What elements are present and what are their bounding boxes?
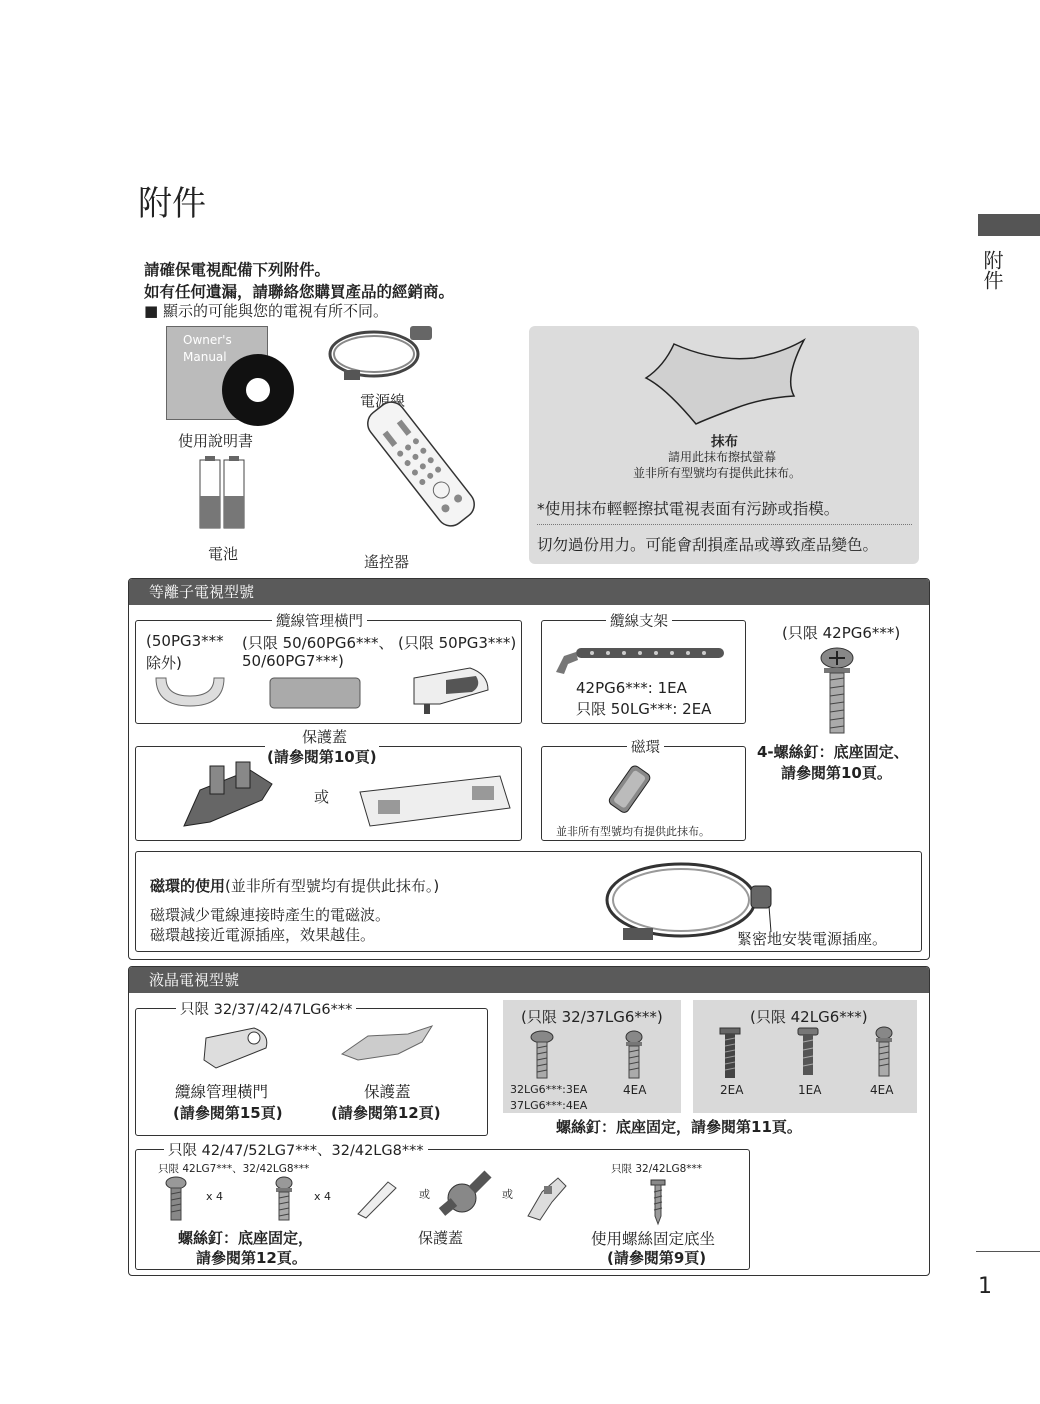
lcd-screw-d-image (796, 1026, 820, 1080)
cable-col3-line1: (只限 50PG3***) (398, 634, 517, 652)
cloth-note-divider (537, 524, 912, 525)
lcd-cable-holder-label-1: 纜線管理橫門 (175, 1083, 269, 1101)
cloth-note-2: 切勿過份用力。可能會刮損產品或導致產品變色。 (537, 536, 879, 554)
plasma-screw-title: (只限 42PG6***) (782, 624, 901, 642)
core-usage-line-1: 磁環減少電線連接時產生的電磁波。 (150, 906, 391, 924)
lcd-lg8-stand-label-2: (請參閱第9頁) (607, 1249, 707, 1267)
lcd-lg7-screw-b-image (272, 1176, 296, 1222)
lcd-cable-holder-label-2: (請參閱第15頁) (173, 1104, 283, 1122)
lcd-screws-32-37-title: (只限 32/37LG6***) (521, 1008, 663, 1026)
lcd-lg8-only-label: 只限 32/42LG8*** (611, 1163, 703, 1175)
cloth-desc-1: 請用此抹布擦拭螢幕 (668, 450, 777, 464)
lcd-lg7-lg8-title: 只限 42/47/52LG7***、32/42LG8*** (164, 1139, 428, 1160)
power-cord-image (326, 318, 446, 388)
lcd-screw-a-qty-32: 32LG6***:3EA (510, 1083, 588, 1096)
lcd-cover-label-2: (請參閱第12頁) (331, 1104, 441, 1122)
ferrite-core-note: 並非所有型號均有提供此抹布。 (556, 825, 710, 838)
core-install-note: 緊密地安裝電源插座。 (737, 930, 888, 948)
lcd-protective-cover-image (338, 1024, 434, 1064)
footer-rule (976, 1251, 1040, 1252)
intro-line-2: 如有任何遺漏，請聯絡您購買產品的經銷商。 (144, 283, 455, 301)
batteries-label: 電池 (208, 545, 239, 563)
lcd-screw-e-image (872, 1026, 896, 1080)
cable-bracket-image (552, 642, 728, 676)
cleaning-cloth-image (644, 338, 814, 426)
intro-line-3: ■ 顯示的可能與您的電視有所不同。 (144, 302, 388, 320)
lcd-screw-b-image (622, 1030, 646, 1080)
core-usage-line-2: 磁環越接近電源插座，效果越佳。 (150, 926, 376, 944)
lcd-cover-label-1: 保護蓋 (364, 1083, 411, 1101)
lcd-lg8-stand-label-1: 使用螺絲固定底坐 (591, 1230, 716, 1248)
power-cord-label: 電源線 (360, 392, 406, 410)
cd-disc-image (220, 352, 296, 428)
cable-holder-image (410, 664, 492, 716)
lcd-lg7-cover-or-2: 或 (502, 1188, 513, 1201)
cable-bracket-title: 纜線支架 (606, 610, 672, 631)
plasma-screw-note-2: 請參閱第10頁。 (781, 764, 892, 782)
lcd-screw-c-qty: 2EA (720, 1083, 744, 1097)
core-usage-title-bold: 磁環的使用 (150, 877, 226, 895)
lcd-screws-42-title: (只限 42LG6***) (750, 1008, 868, 1026)
cloth-note-1: *使用抹布輕輕擦拭電視表面有污跡或指模。 (537, 500, 840, 518)
plasma-cover-bar-image (354, 772, 514, 830)
lcd-lg7-cover-or-1: 或 (419, 1188, 430, 1201)
lcd-screw-d-qty: 1EA (798, 1083, 822, 1097)
lcd-screw-c-image (718, 1026, 742, 1080)
cloth-title: 抹布 (711, 434, 738, 450)
cable-col1-line1: (50PG3*** (146, 632, 224, 650)
cable-col2-line1: (只限 50/60PG6***、 (242, 634, 394, 652)
lcd-lg7-screw-a-qty: x 4 (206, 1190, 224, 1203)
plasma-cover-title-1: 保護蓋 (302, 728, 348, 746)
cable-col1-line2: 除外) (146, 654, 182, 672)
remote-label: 遙控器 (364, 553, 410, 571)
plasma-section-header: 等離子電視型號 (129, 579, 929, 605)
lcd-lg7-screw-a-image (164, 1176, 188, 1222)
lcd-screw-a-image (530, 1030, 554, 1080)
lcd-lg7-cover-label: 保護蓋 (418, 1229, 464, 1247)
lcd-cable-holder-image (200, 1024, 272, 1072)
ferrite-core-image (606, 762, 652, 818)
cable-clip-u-image (152, 674, 228, 710)
manual-cover-line-1: Owner's (183, 333, 232, 347)
lcd-lg7-cover-c-image (522, 1172, 568, 1222)
core-usage-title (150, 875, 439, 896)
lcd-screw-a-qty-37: 37LG6***:4EA (510, 1099, 588, 1112)
lcd-lg7-sub-label: 只限 42LG7***、32/42LG8*** (158, 1163, 310, 1175)
ferrite-core-title: 磁環 (627, 736, 664, 757)
page-number: 1 (978, 1274, 992, 1299)
plasma-cover-stand-image (180, 760, 276, 832)
plasma-screw-image (820, 646, 854, 736)
plasma-cable-management-title: 纜線管理橫門 (272, 610, 367, 631)
side-tab-label: 附件 (980, 250, 1004, 290)
lcd-lg8-wood-screw-image (648, 1178, 668, 1226)
plasma-cover-or: 或 (314, 788, 330, 806)
lcd-lg7-screw-note-1: 螺絲釘：底座固定， (178, 1229, 314, 1247)
side-tab-marker (978, 214, 1040, 236)
batteries-image (198, 456, 248, 530)
page-title: 附件 (138, 184, 206, 224)
lcd-lg6-title: 只限 32/37/42/47LG6*** (176, 998, 356, 1019)
plasma-screw-note-1: 4-螺絲釘：底座固定、 (757, 743, 909, 761)
plasma-cover-title-2: (請參閱第10頁) (267, 748, 377, 766)
owners-manual-label: 使用說明書 (178, 432, 254, 450)
cable-bracket-qty-2: 只限 50LG***: 2EA (576, 700, 712, 718)
lcd-lg7-cover-a-image (354, 1178, 398, 1220)
lcd-screw-b-qty: 4EA (623, 1083, 647, 1097)
lcd-screw-note: 螺絲釘：底座固定，請參閱第11頁。 (556, 1118, 802, 1136)
lcd-lg7-screw-b-qty: x 4 (314, 1190, 332, 1203)
lcd-screw-e-qty: 4EA (870, 1083, 894, 1097)
cable-cover-bar-image (268, 676, 362, 710)
lcd-section-header: 液晶電視型號 (129, 967, 929, 993)
cloth-desc-2: 並非所有型號均有提供此抹布。 (633, 466, 802, 480)
core-usage-title-rest: (並非所有型號均有提供此抹布。) (225, 877, 440, 895)
remote-control-image (346, 386, 496, 542)
lcd-lg7-screw-note-2: 請參閱第12頁。 (196, 1249, 307, 1267)
cable-col2-line2: 50/60PG7***) (242, 652, 344, 670)
intro-line-1: 請確保電視配備下列附件。 (144, 261, 331, 279)
lcd-lg7-cover-b-image (438, 1168, 494, 1222)
cable-bracket-qty-1: 42PG6***: 1EA (576, 679, 687, 697)
manual-cover-line-2: Manual (183, 350, 227, 364)
